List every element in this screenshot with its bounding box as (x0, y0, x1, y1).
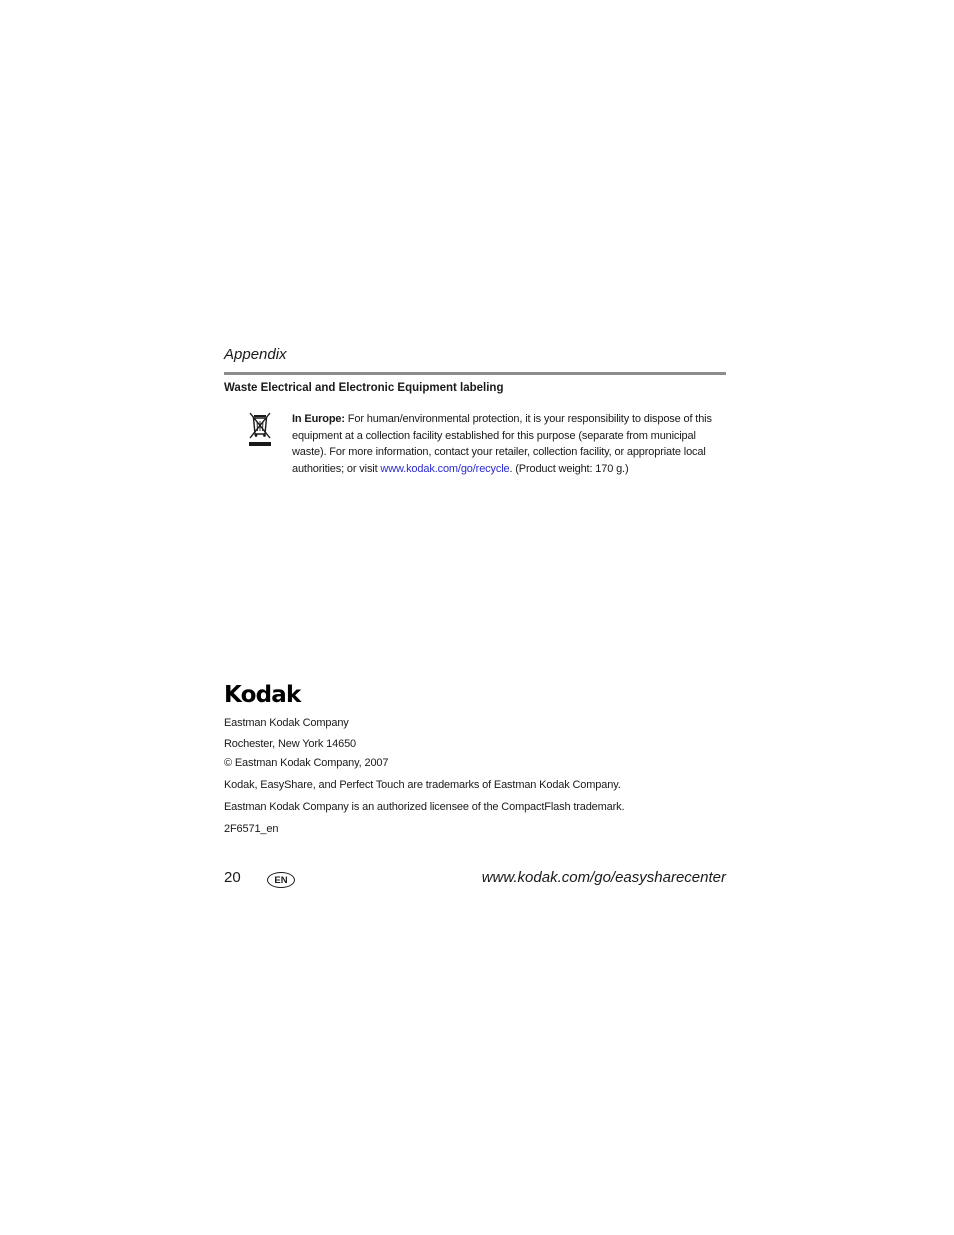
page-number: 20 (224, 869, 241, 886)
trademarks-line: Kodak, EasyShare, and Perfect Touch are trademarks of Eastman Kodak Company. (224, 779, 621, 791)
language-badge: EN (267, 872, 295, 888)
weee-heading: Waste Electrical and Electronic Equipment labeling (224, 382, 504, 394)
footer-url[interactable]: www.kodak.com/go/easysharecenter (481, 869, 726, 886)
crossed-out-wheelie-bin-icon (247, 410, 273, 448)
weee-text-2: . (Product weight: 170 g.) (509, 463, 629, 476)
kodak-logo: Kodak (224, 682, 301, 708)
copyright-line: © Eastman Kodak Company, 2007 (224, 757, 389, 769)
section-divider (224, 372, 726, 375)
company-address: Rochester, New York 14650 (224, 738, 357, 750)
part-number: 2F6571_en (224, 823, 279, 835)
weee-text-1: For human/environmental protection, it is your responsibility to dispose of this equipment at a collection facility established for this purpose (separate from municipal waste). For more information, contact your retailer, collection facility, or appropriate local authorities; or visit (292, 413, 712, 476)
licensee-line: Eastman Kodak Company is an authorized licensee of the CompactFlash trademark. (224, 801, 625, 813)
weee-paragraph (292, 411, 712, 478)
weee-lead: In Europe: (292, 413, 345, 425)
recycle-link[interactable]: www.kodak.com/go/recycle (380, 463, 510, 476)
company-name: Eastman Kodak Company (224, 717, 349, 729)
section-title: Appendix (224, 346, 287, 363)
